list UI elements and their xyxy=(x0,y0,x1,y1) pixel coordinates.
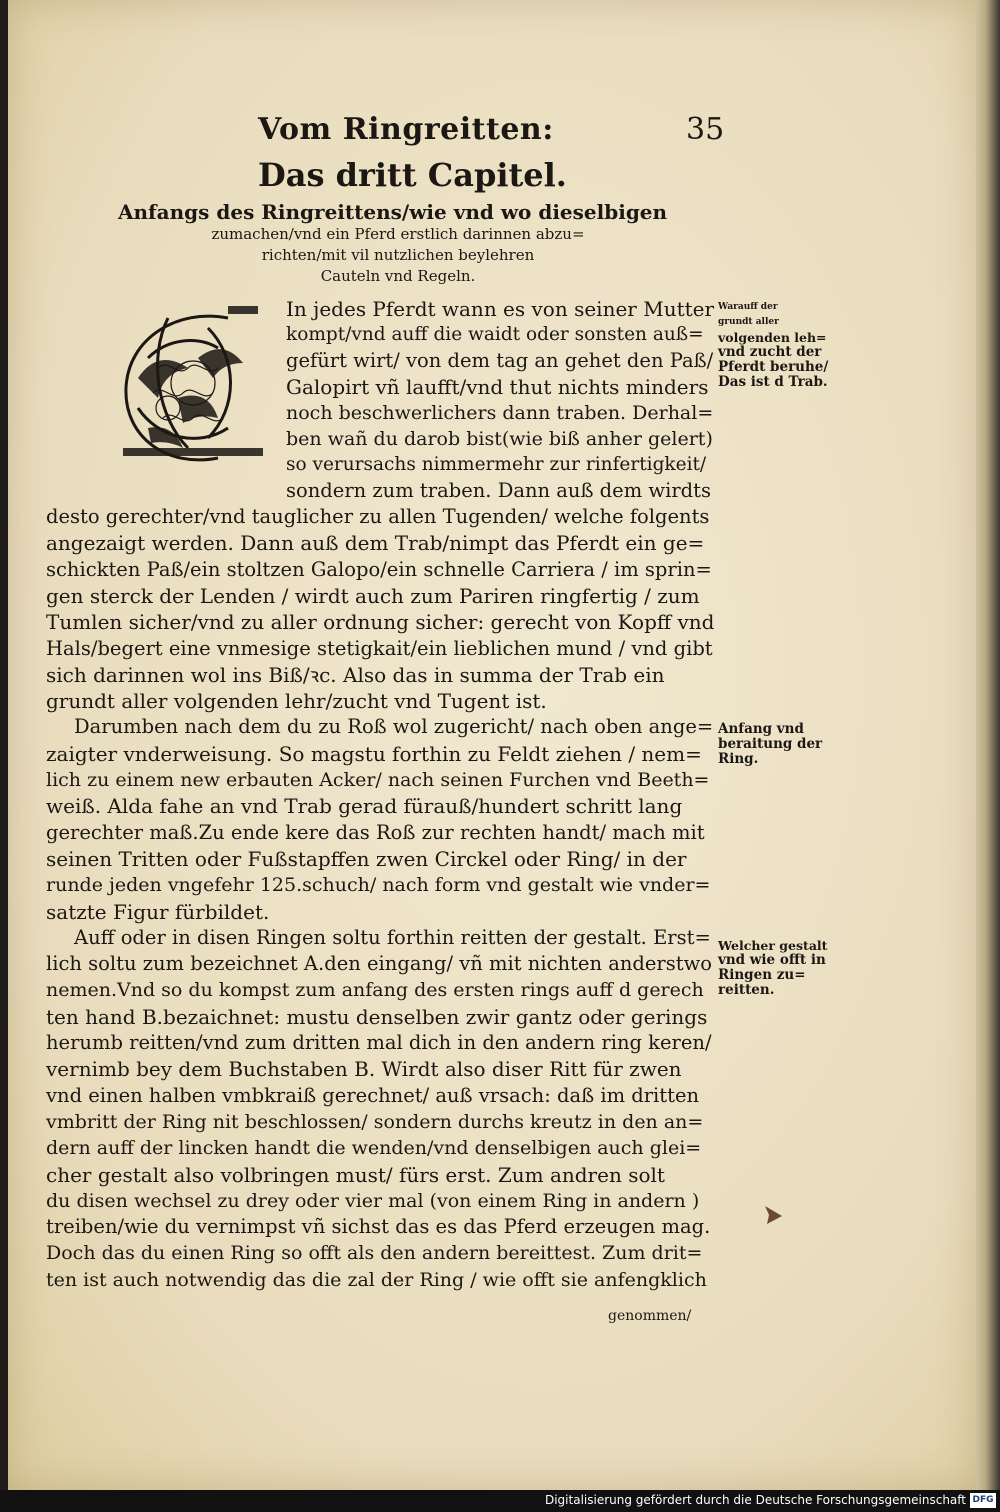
text-line: grundt aller volgenden lehr/zucht vnd Tugent ist. xyxy=(46,689,547,714)
text-line: weiß. Alda fahe an vnd Trab gerad fürauß/hundert schritt lang xyxy=(46,794,683,819)
margin-note-line: Ring. xyxy=(718,751,759,767)
text-line: Tumlen sicher/vnd zu aller ordnung sicher: gerecht von Kopff vnd xyxy=(46,610,715,635)
summary-line: Anfangs des Ringreittens/wie vnd wo dieselbigen xyxy=(118,200,668,224)
margin-note-line: vnd zucht der xyxy=(718,344,822,360)
ink-blot xyxy=(762,1204,784,1226)
text-line: kompt/vnd auff die waidt oder sonsten auß= xyxy=(286,324,704,345)
text-line: sondern zum traben. Dann auß dem wirdts xyxy=(286,479,711,502)
text-line: In jedes Pferdt wann es von seiner Mutter xyxy=(286,297,715,321)
text-line: schickten Paß/ein stoltzen Galopo/ein schnelle Carriera / im sprin= xyxy=(46,557,712,581)
footer-bar xyxy=(0,1490,1000,1512)
margin-note-line: grundt aller xyxy=(718,317,779,327)
margin-note-line: Ringen zu= xyxy=(718,967,806,983)
text-line: Hals/begert eine vnmesige stetigkait/ein lieblichen mund / vnd gibt xyxy=(46,636,713,660)
margin-note-line: Anfang vnd xyxy=(718,721,804,737)
text-line: vnd einen halben vmbkraiß gerechnet/ auß vrsach: daß im dritten xyxy=(46,1083,700,1107)
text-line: seinen Tritten oder Fußstapffen zwen Circkel oder Ring/ in der xyxy=(46,846,687,871)
chapter-summary xyxy=(118,200,678,287)
text-line: Darumben nach dem du zu Roß wol zugericht/ nach oben ange= xyxy=(74,715,714,739)
margin-note xyxy=(718,300,828,390)
text-line: gerechter maß.Zu ende kere das Roß zur rechten handt/ mach mit xyxy=(46,820,705,844)
text-line: cher gestalt also volbringen must/ fürs erst. Zum andren solt xyxy=(46,1162,665,1187)
margin-note-line: vnd wie offt in xyxy=(718,952,826,968)
margin-note-line: Pferdt beruhe/ xyxy=(718,359,829,375)
text-line: gen sterck der Lenden / wirdt auch zum Pariren ringfertig / zum xyxy=(46,583,700,608)
chapter-title: Das dritt Capitel. xyxy=(258,156,567,194)
text-line: Galopirt vñ laufft/vnd thut nichts minders xyxy=(286,375,709,399)
text-line: du disen wechsel zu drey oder vier mal (von einem Ring in andern ) xyxy=(46,1189,700,1212)
margin-note-line: volgenden leh= xyxy=(718,330,827,345)
catchword: genommen/ xyxy=(608,1308,692,1324)
text-line: so verursachs nimmermehr zur rinfertigkeit/ xyxy=(286,454,707,475)
text-line: ten ist auch notwendig das die zal der Ring / wie offt sie anfengklich xyxy=(46,1268,707,1291)
text-line: vmbritt der Ring nit beschlossen/ sondern durchs kreutz in den an= xyxy=(46,1110,704,1133)
margin-note xyxy=(718,722,822,767)
summary-line: richten/mit vil nutzlichen beylehren xyxy=(261,246,535,264)
text-line: ben wañ du darob bist(wie biß anher gelert) xyxy=(286,428,713,450)
margin-note-line: beraitung der xyxy=(718,736,823,752)
text-line: vernimb bey dem Buchstaben B. Wirdt also diser Ritt für zwen xyxy=(46,1057,682,1082)
margin-note-line: Das ist d Trab. xyxy=(718,374,828,390)
text-line: runde jeden vngefehr 125.schuch/ nach form vnd gestalt wie vnder= xyxy=(46,874,711,897)
text-line: satzte Figur fürbildet. xyxy=(46,899,270,924)
text-line: nemen.Vnd so du kompst zum anfang des ersten rings auff d gerech xyxy=(46,979,704,1002)
margin-note-line: reitten. xyxy=(718,982,775,998)
text-line: gefürt wirt/ von dem tag an gehet den Paß/ xyxy=(286,349,714,372)
margin-note-line: Warauff der xyxy=(718,302,778,312)
dfg-logo: DFG xyxy=(970,1493,996,1508)
summary-line: Cauteln vnd Regeln. xyxy=(320,267,476,285)
text-line: angezaigt werden. Dann auß dem Trab/nimpt das Pferdt ein ge= xyxy=(46,531,705,556)
summary-line: zumachen/vnd ein Pferd erstlich darinnen abzu= xyxy=(211,225,585,243)
text-line: noch beschwerlichers dann traben. Derhal= xyxy=(286,402,714,424)
running-head: Vom Ringreitten: xyxy=(258,112,554,147)
text-line: lich soltu zum bezeichnet A.den eingang/ vñ mit nichten anderstwo xyxy=(46,952,712,976)
page-edge xyxy=(976,0,1000,1490)
text-line: Doch das du einen Ring so offt als den andern bereittest. Zum drit= xyxy=(46,1242,703,1265)
text-line: desto gerechter/vnd tauglicher zu allen Tugenden/ welche folgents xyxy=(46,505,710,528)
text-line: lich zu einem new erbauten Acker/ nach seinen Furchen vnd Beeth= xyxy=(46,769,710,791)
footer-credit: Digitalisierung gefördert durch die Deutsche Forschungsgemeinschaft xyxy=(544,1493,966,1507)
page-number: 35 xyxy=(686,112,725,147)
text-line: dern auff der lincken handt die wenden/vnd denselbigen auch glei= xyxy=(46,1137,702,1160)
text-line: zaigter vnderweisung. So magstu forthin zu Feldt ziehen / nem= xyxy=(46,741,702,766)
decorated-initial-image xyxy=(108,298,276,474)
text-line: ten hand B.bezaichnet: mustu denselben zwir gantz oder gerings xyxy=(46,1004,708,1029)
margin-note-line: Welcher gestalt xyxy=(718,938,828,953)
text-line: treiben/wie du vernimpst vñ sichst das es das Pferd erzeugen mag. xyxy=(46,1215,711,1239)
text-line: sich darinnen wol ins Biß/ꝛc. Also das in summa der Trab ein xyxy=(46,662,665,687)
margin-note xyxy=(718,938,827,998)
text-line: herumb reitten/vnd zum dritten mal dich in den andern ring keren/ xyxy=(46,1031,712,1054)
text-line: Auff oder in disen Ringen soltu forthin reitten der gestalt. Erst= xyxy=(74,925,711,949)
